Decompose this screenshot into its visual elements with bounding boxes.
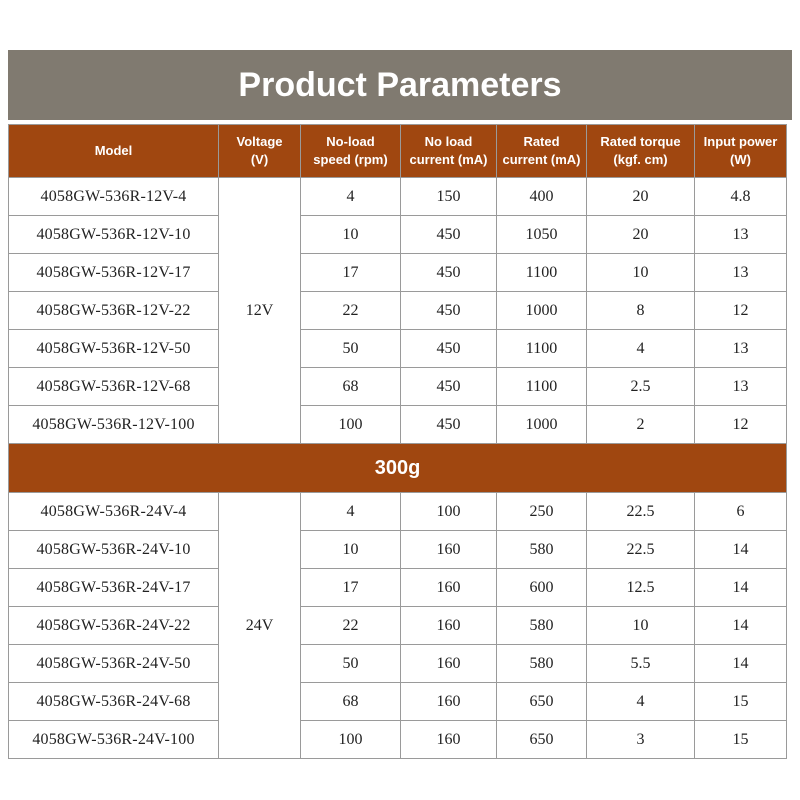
noload-speed-cell: 4 xyxy=(301,493,401,531)
voltage-cell: 24V xyxy=(219,493,301,759)
voltage-cell: 12V xyxy=(219,178,301,444)
header-rated-current xyxy=(497,125,587,178)
header-row xyxy=(9,125,787,178)
model-cell: 4058GW-536R-12V-50 xyxy=(9,330,219,368)
noload-current-cell: 450 xyxy=(401,292,497,330)
rated-torque-cell: 22.5 xyxy=(587,531,695,569)
noload-current-cell: 450 xyxy=(401,406,497,444)
product-parameters-table xyxy=(8,124,787,759)
header-label-line: Rated xyxy=(523,134,560,149)
rated-current-cell: 580 xyxy=(497,645,587,683)
model-cell: 4058GW-536R-12V-4 xyxy=(9,178,219,216)
noload-speed-cell: 17 xyxy=(301,569,401,607)
noload-current-cell: 160 xyxy=(401,531,497,569)
rated-current-cell: 250 xyxy=(497,493,587,531)
input-power-cell: 13 xyxy=(695,216,787,254)
rated-current-cell: 400 xyxy=(497,178,587,216)
header-label-line: No load xyxy=(424,134,473,149)
table-row xyxy=(9,368,787,406)
weight-row xyxy=(9,444,787,493)
noload-speed-cell: 50 xyxy=(301,645,401,683)
noload-speed-cell: 17 xyxy=(301,254,401,292)
header-label-line: current (mA) xyxy=(502,152,581,167)
rated-current-cell: 580 xyxy=(497,531,587,569)
weight-label: 300g xyxy=(9,444,787,493)
noload-current-cell: 160 xyxy=(401,721,497,759)
noload-speed-cell: 100 xyxy=(301,406,401,444)
noload-speed-cell: 4 xyxy=(301,178,401,216)
input-power-cell: 15 xyxy=(695,683,787,721)
input-power-cell: 12 xyxy=(695,292,787,330)
input-power-cell: 14 xyxy=(695,569,787,607)
rated-torque-cell: 20 xyxy=(587,216,695,254)
header-label-line: speed (rpm) xyxy=(313,152,388,167)
model-cell: 4058GW-536R-24V-10 xyxy=(9,531,219,569)
rated-torque-cell: 5.5 xyxy=(587,645,695,683)
header-label-line: Input power xyxy=(703,134,778,149)
rated-current-cell: 1100 xyxy=(497,254,587,292)
rated-current-cell: 650 xyxy=(497,683,587,721)
input-power-cell: 13 xyxy=(695,330,787,368)
rated-torque-cell: 2.5 xyxy=(587,368,695,406)
header-label-line: Model xyxy=(94,143,133,158)
noload-current-cell: 160 xyxy=(401,645,497,683)
noload-speed-cell: 10 xyxy=(301,531,401,569)
header-noload-current xyxy=(401,125,497,178)
table-row xyxy=(9,683,787,721)
model-cell: 4058GW-536R-24V-68 xyxy=(9,683,219,721)
header-label-line: Voltage xyxy=(236,134,283,149)
model-cell: 4058GW-536R-24V-4 xyxy=(9,493,219,531)
model-cell: 4058GW-536R-24V-17 xyxy=(9,569,219,607)
rated-torque-cell: 4 xyxy=(587,330,695,368)
table-row xyxy=(9,330,787,368)
table-row xyxy=(9,607,787,645)
noload-current-cell: 450 xyxy=(401,330,497,368)
rated-torque-cell: 2 xyxy=(587,406,695,444)
rated-current-cell: 600 xyxy=(497,569,587,607)
rated-torque-cell: 20 xyxy=(587,178,695,216)
input-power-cell: 15 xyxy=(695,721,787,759)
input-power-cell: 14 xyxy=(695,531,787,569)
header-noload-speed xyxy=(301,125,401,178)
model-cell: 4058GW-536R-24V-50 xyxy=(9,645,219,683)
input-power-cell: 4.8 xyxy=(695,178,787,216)
header-label-line: Rated torque xyxy=(600,134,681,149)
noload-speed-cell: 50 xyxy=(301,330,401,368)
rated-current-cell: 1100 xyxy=(497,330,587,368)
input-power-cell: 14 xyxy=(695,645,787,683)
rated-current-cell: 1100 xyxy=(497,368,587,406)
table-row xyxy=(9,493,787,531)
rated-torque-cell: 10 xyxy=(587,607,695,645)
header-label-line: No-load xyxy=(326,134,375,149)
noload-speed-cell: 10 xyxy=(301,216,401,254)
rated-current-cell: 1000 xyxy=(497,292,587,330)
input-power-cell: 13 xyxy=(695,254,787,292)
rated-torque-cell: 10 xyxy=(587,254,695,292)
header-input-power xyxy=(695,125,787,178)
input-power-cell: 12 xyxy=(695,406,787,444)
rated-current-cell: 1050 xyxy=(497,216,587,254)
rated-torque-cell: 12.5 xyxy=(587,569,695,607)
noload-speed-cell: 100 xyxy=(301,721,401,759)
rated-torque-cell: 8 xyxy=(587,292,695,330)
input-power-cell: 13 xyxy=(695,368,787,406)
header-label-line: (W) xyxy=(730,152,751,167)
header-voltage xyxy=(219,125,301,178)
model-cell: 4058GW-536R-24V-22 xyxy=(9,607,219,645)
model-cell: 4058GW-536R-12V-68 xyxy=(9,368,219,406)
table-row xyxy=(9,531,787,569)
model-cell: 4058GW-536R-12V-10 xyxy=(9,216,219,254)
noload-current-cell: 160 xyxy=(401,683,497,721)
rated-torque-cell: 3 xyxy=(587,721,695,759)
table-row xyxy=(9,254,787,292)
rated-current-cell: 580 xyxy=(497,607,587,645)
rated-current-cell: 1000 xyxy=(497,406,587,444)
noload-current-cell: 150 xyxy=(401,178,497,216)
header-label-line: (kgf. cm) xyxy=(613,152,668,167)
rated-torque-cell: 22.5 xyxy=(587,493,695,531)
input-power-cell: 6 xyxy=(695,493,787,531)
table-body xyxy=(9,178,787,759)
noload-current-cell: 160 xyxy=(401,607,497,645)
table-row xyxy=(9,178,787,216)
table-row xyxy=(9,569,787,607)
header-rated-torque xyxy=(587,125,695,178)
noload-speed-cell: 22 xyxy=(301,607,401,645)
table-row xyxy=(9,645,787,683)
rated-torque-cell: 4 xyxy=(587,683,695,721)
rated-current-cell: 650 xyxy=(497,721,587,759)
noload-speed-cell: 22 xyxy=(301,292,401,330)
noload-speed-cell: 68 xyxy=(301,368,401,406)
noload-current-cell: 450 xyxy=(401,368,497,406)
model-cell: 4058GW-536R-24V-100 xyxy=(9,721,219,759)
noload-speed-cell: 68 xyxy=(301,683,401,721)
header-label-line: current (mA) xyxy=(409,152,488,167)
header-model xyxy=(9,125,219,178)
table-row xyxy=(9,292,787,330)
model-cell: 4058GW-536R-12V-100 xyxy=(9,406,219,444)
model-cell: 4058GW-536R-12V-17 xyxy=(9,254,219,292)
model-cell: 4058GW-536R-12V-22 xyxy=(9,292,219,330)
noload-current-cell: 450 xyxy=(401,216,497,254)
noload-current-cell: 160 xyxy=(401,569,497,607)
header-label-line: (V) xyxy=(250,152,269,167)
table-row xyxy=(9,406,787,444)
input-power-cell: 14 xyxy=(695,607,787,645)
noload-current-cell: 450 xyxy=(401,254,497,292)
table-row xyxy=(9,721,787,759)
page-title: Product Parameters xyxy=(8,50,792,120)
table-row xyxy=(9,216,787,254)
noload-current-cell: 100 xyxy=(401,493,497,531)
table-header xyxy=(9,125,787,178)
